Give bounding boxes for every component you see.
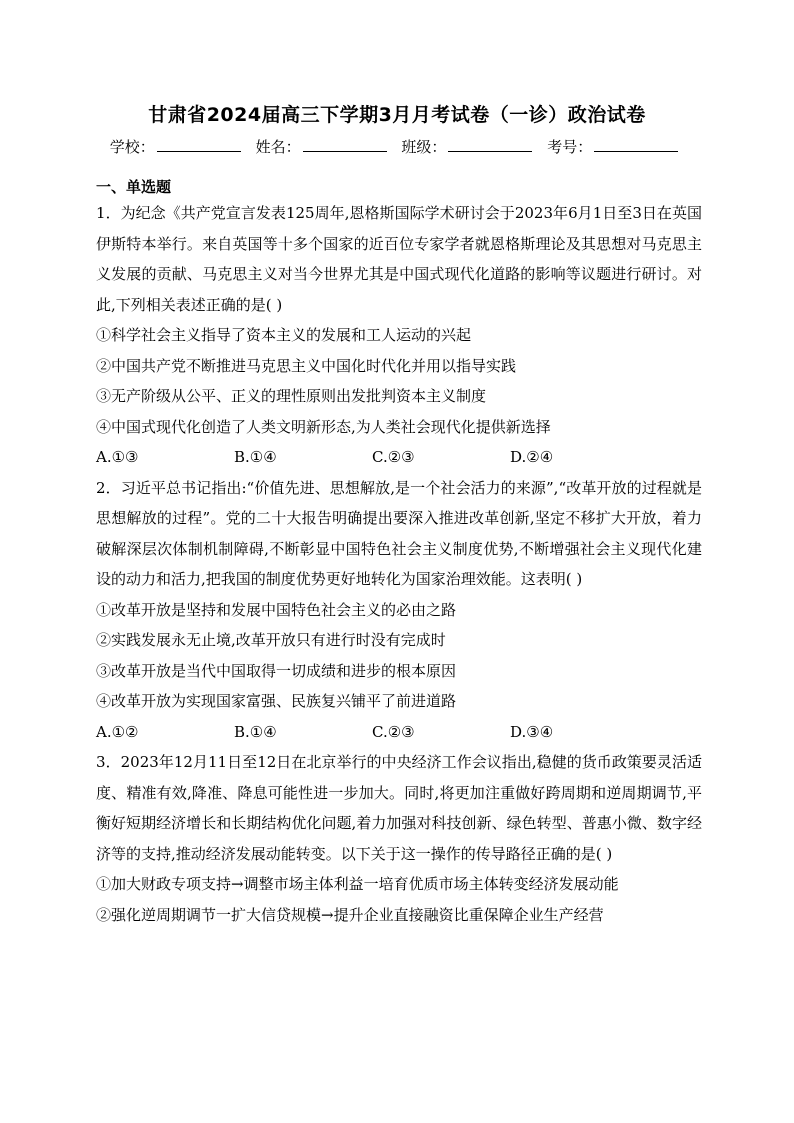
statement-option: ④中国式现代化创造了人类文明新形态,为人类社会现代化提供新选择 (96, 417, 551, 436)
statement-option: ①科学社会主义指导了资本主义的发展和工人运动的兴起 (96, 326, 472, 344)
statement-option: ②实践发展永无止境,改革开放只有进行时没有完成时 (96, 631, 446, 649)
class-blank[interactable] (448, 137, 532, 152)
choice-a[interactable]: A.①② (96, 722, 139, 741)
name-field (256, 136, 393, 157)
statement-option: ②中国共产党不断推进马克思主义中国化时代化并用以指导实践 (96, 356, 517, 375)
question-stem: 2．习近平总书记指出:“价值先进、思想解放,是一个社会活力的来源”,“改革开放的过程就是思想解放的过程”。党的二十大报告明确提出要深入推进改革创新,坚定不移扩大开放，着力破解深层次体制机制障碍,不断彰显中国特色社会主义制度优势,不断增强社会主义现代化建设的动力和活力,把我国的制度优势更好地转化为国家治理效能。这表明( ) (96, 478, 702, 588)
school-blank[interactable] (157, 137, 241, 152)
exam-number-field (547, 136, 684, 157)
class-field (401, 136, 538, 157)
name-label: 姓名： (255, 138, 301, 156)
student-info-line (0, 136, 794, 157)
exam-number-blank[interactable] (594, 137, 678, 152)
choice-b[interactable]: B.①④ (234, 722, 277, 741)
section-title: 一、单选题 (96, 178, 172, 196)
class-label: 班级： (401, 138, 447, 156)
statement-option: ③改革开放是当代中国取得一切成绩和进步的根本原因 (96, 661, 457, 680)
choice-d[interactable]: D.③④ (510, 722, 554, 741)
exam-title: 甘肃省2024届高三下学期3月月考试卷（一诊）政治试卷 (148, 104, 646, 126)
question-2 (96, 473, 702, 748)
choice-a[interactable]: A.①③ (96, 448, 139, 466)
choice-b[interactable]: B.①④ (234, 448, 277, 466)
choice-c[interactable]: C.②③ (372, 448, 415, 466)
question-3 (96, 747, 702, 930)
statement-option: ①改革开放是坚持和发展中国特色社会主义的必由之路 (96, 600, 457, 619)
name-blank[interactable] (303, 137, 387, 152)
answer-choices (96, 717, 702, 748)
exam-number-label: 考号： (547, 138, 593, 156)
statement-option: ①加大财政专项支持→调整市场主体利益一培育优质市场主体转变经济发展动能 (96, 875, 619, 893)
school-label: 学校： (109, 138, 155, 156)
statement-option: ③无产阶级从公平、正义的理性原则出发批判资本主义制度 (96, 387, 487, 405)
question-stem: 3．2023年12月11日至12日在北京举行的中央经济工作会议指出,稳健的货币政策要灵活适度、精准有效,降准、降息可能性进一步加大。同时,将更加注重做好跨周期和逆周期调节,平衡好短期经济增长和长期结构优化问题,着力加强对科技创新、绿色转型、普惠小微、数字经济等的支持,推动经济发展动能转变。以下关于这一操作的传导路径正确的是( ) (96, 753, 702, 863)
choice-d[interactable]: D.②④ (510, 448, 554, 466)
school-field (110, 136, 247, 157)
choice-c[interactable]: C.②③ (372, 722, 415, 741)
statement-option: ②强化逆周期调节一扩大信贷规模→提升企业直接融资比重保障企业生产经营 (96, 905, 604, 924)
question-1 (96, 198, 702, 473)
question-stem: 1．为纪念《共产党宣言发表125周年,恩格斯国际学术研讨会于2023年6月1日至3日在英国伊斯特本举行。来自英国等十多个国家的近百位专家学者就恩格斯理论及其思想对马克思主义发展的贡献、马克思主义对当今世界尤其是中国式现代化道路的影响等议题进行研讨。对此,下列相关表述正确的是( ) (96, 204, 702, 314)
answer-choices (96, 442, 702, 473)
exam-content (96, 176, 702, 930)
statement-option: ④改革开放为实现国家富强、民族复兴铺平了前进道路 (96, 692, 457, 710)
